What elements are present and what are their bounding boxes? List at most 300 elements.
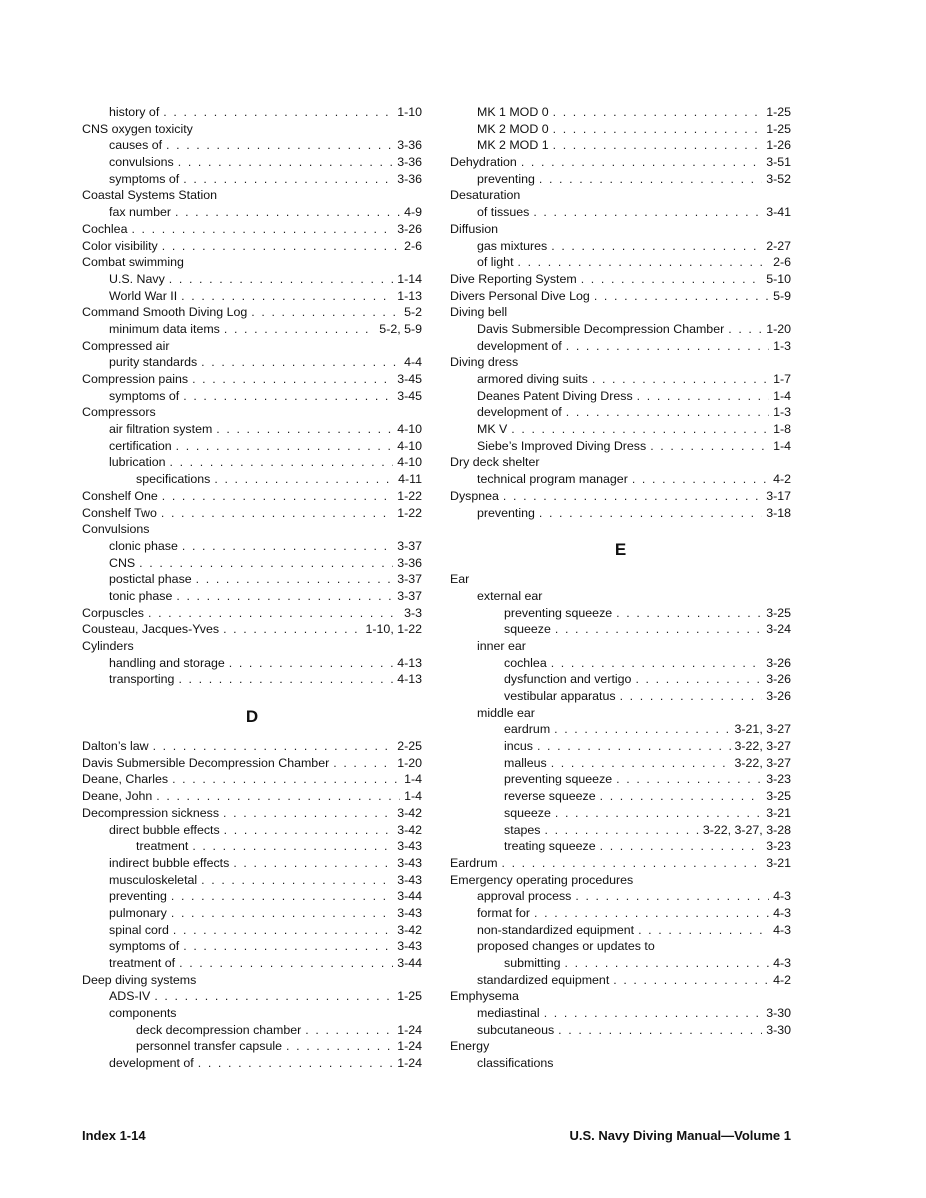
index-term: spinal cord — [109, 922, 169, 937]
dot-leader — [551, 755, 731, 772]
page-reference: 3-42 — [397, 805, 422, 820]
dot-leader — [566, 338, 769, 355]
page-reference: 3-42 — [397, 822, 422, 837]
index-entry — [450, 254, 791, 271]
index-term: Dalton’s law — [82, 739, 149, 754]
index-term: personnel transfer capsule — [136, 1039, 283, 1054]
dot-leader — [224, 822, 394, 839]
index-term: Siebe’s Improved Diving Dress — [477, 438, 647, 453]
index-entry — [450, 688, 791, 705]
index-entry — [450, 805, 791, 822]
page-reference: 3-37 — [397, 538, 422, 553]
page-reference: 5-10 — [766, 271, 791, 286]
index-entry — [450, 121, 791, 138]
index-term: squeeze — [504, 622, 551, 637]
page-reference: 4-2 — [773, 472, 791, 487]
dot-leader — [153, 738, 394, 755]
page-reference: 1-4 — [404, 789, 422, 804]
index-entry — [450, 655, 791, 672]
dot-leader — [555, 621, 762, 638]
dot-leader — [286, 1038, 393, 1055]
dot-leader — [131, 221, 393, 238]
page-reference: 1-13 — [397, 288, 422, 303]
index-entry — [450, 1022, 791, 1039]
index-entry — [82, 238, 422, 255]
page-reference: 3-43 — [397, 939, 422, 954]
index-entry — [82, 571, 422, 588]
page-reference: 4-3 — [773, 956, 791, 970]
index-entry — [450, 638, 791, 655]
index-entry — [82, 638, 422, 655]
page-reference: 4-2 — [773, 972, 791, 987]
dot-leader — [171, 888, 393, 905]
index-term: standardized equipment — [477, 972, 610, 987]
index-term: clonic phase — [109, 538, 178, 553]
index-term: proposed changes or updates to — [477, 939, 655, 954]
page-reference: 4-10 — [397, 438, 422, 453]
index-entry — [82, 771, 422, 788]
index-entry — [82, 371, 422, 388]
index-term: Cousteau, Jacques-Yves — [82, 622, 220, 637]
dot-leader — [176, 588, 393, 605]
dot-leader — [305, 1022, 393, 1039]
dot-leader — [175, 204, 400, 221]
index-entry — [450, 988, 791, 1005]
index-entry — [82, 838, 422, 855]
index-entry — [450, 354, 791, 371]
index-term: Compression pains — [82, 372, 189, 386]
page-reference: 3-21 — [766, 805, 791, 820]
page-reference: 4-10 — [397, 422, 422, 437]
index-term: Deane, John — [82, 789, 153, 804]
index-entry — [82, 738, 422, 755]
index-entry — [82, 454, 422, 471]
index-term: non-standardized equipment — [477, 922, 635, 937]
dot-leader — [544, 1005, 763, 1022]
index-entry — [82, 354, 422, 371]
index-entry — [450, 204, 791, 221]
page-reference: 5-2, 5-9 — [379, 321, 422, 336]
page-reference: 4-3 — [773, 922, 791, 937]
index-entry — [450, 137, 791, 154]
index-term: subcutaneous — [477, 1022, 555, 1037]
index-entry — [82, 471, 422, 488]
dot-leader — [616, 605, 762, 622]
dot-leader — [620, 688, 763, 705]
index-term: deck decompression chamber — [136, 1022, 302, 1037]
index-term: of light — [477, 255, 514, 270]
page-reference: 1-20 — [397, 755, 422, 770]
index-term: Color visibility — [82, 238, 158, 253]
footer-page-label: Index 1-14 — [82, 1128, 146, 1143]
dot-leader — [169, 454, 393, 471]
index-term: Emphysema — [450, 989, 519, 1004]
index-entry — [450, 872, 791, 889]
dot-leader — [183, 171, 393, 188]
index-entry — [82, 788, 422, 805]
index-entry — [450, 721, 791, 738]
index-term: convulsions — [109, 155, 174, 170]
page-reference: 3-37 — [397, 572, 422, 587]
index-entry — [450, 905, 791, 922]
page-reference: 3-43 — [397, 839, 422, 854]
index-term: Cochlea — [82, 221, 128, 236]
index-entry — [82, 855, 422, 872]
index-term: Ear — [450, 572, 470, 587]
page-reference: 3-22, 3-27 — [734, 739, 791, 754]
index-entry — [450, 454, 791, 471]
dot-leader — [224, 321, 375, 338]
page-reference: 1-10 — [397, 105, 422, 119]
index-entry — [450, 304, 791, 321]
page-reference: 1-22 — [397, 505, 422, 520]
page-reference: 1-3 — [773, 338, 791, 353]
index-entry — [450, 221, 791, 238]
dot-leader — [201, 354, 400, 371]
index-entry — [450, 1005, 791, 1022]
index-entry — [450, 788, 791, 805]
index-entry — [450, 838, 791, 855]
index-column-left — [82, 104, 422, 1072]
dot-leader — [171, 905, 393, 922]
index-term: minimum data items — [109, 321, 220, 336]
index-term: Coastal Systems Station — [82, 188, 217, 203]
index-entry — [450, 388, 791, 405]
page-reference: 3-22, 3-27, 3-28 — [702, 822, 791, 837]
index-entry — [450, 855, 791, 872]
dot-leader — [558, 1022, 762, 1039]
index-term: pulmonary — [109, 905, 167, 920]
index-term: World War II — [109, 288, 178, 303]
index-term: postictal phase — [109, 572, 192, 587]
index-term: Eardrum — [450, 855, 498, 870]
index-term: mediastinal — [477, 1006, 540, 1021]
dot-leader — [182, 538, 393, 555]
page-reference: 2-6 — [404, 238, 422, 253]
dot-leader — [173, 922, 393, 939]
index-term: squeeze — [504, 805, 551, 820]
dot-leader — [178, 154, 393, 171]
index-entry — [82, 621, 422, 638]
page-reference: 4-4 — [404, 355, 422, 370]
dot-leader — [539, 171, 762, 188]
index-entry — [450, 1038, 791, 1055]
page-reference: 1-10, 1-22 — [365, 622, 422, 637]
index-entry — [450, 404, 791, 421]
index-term: specifications — [136, 472, 211, 487]
page-reference: 3-22, 3-27 — [734, 755, 791, 770]
page-reference: 3-21, 3-27 — [734, 722, 791, 737]
page-reference: 3-30 — [766, 1006, 791, 1021]
index-entry — [82, 104, 422, 121]
index-term: MK V — [477, 422, 508, 437]
index-term: classifications — [477, 1056, 554, 1071]
page-reference: 3-43 — [397, 855, 422, 870]
page-reference: 5-9 — [773, 288, 791, 303]
dot-leader — [214, 471, 394, 488]
index-term: Diving bell — [450, 305, 508, 320]
page-reference: 2-25 — [397, 739, 422, 754]
page-reference: 1-20 — [766, 321, 791, 336]
index-entry — [450, 438, 791, 455]
index-term: U.S. Navy — [109, 271, 165, 286]
index-term: causes of — [109, 138, 163, 153]
footer-manual-title: U.S. Navy Diving Manual—Volume 1 — [569, 1128, 791, 1143]
index-entry — [450, 104, 791, 121]
index-term: Dehydration — [450, 155, 517, 170]
index-entry — [450, 488, 791, 505]
index-entry — [82, 588, 422, 605]
dot-leader — [183, 938, 393, 955]
dot-leader — [251, 304, 400, 321]
page-reference: 1-14 — [397, 271, 422, 286]
dot-leader — [551, 238, 762, 255]
dot-leader — [600, 788, 763, 805]
index-entry — [450, 888, 791, 905]
index-term: Deep diving systems — [82, 972, 197, 987]
index-term: dysfunction and vertigo — [504, 672, 632, 687]
index-entry — [82, 888, 422, 905]
index-term: Combat swimming — [82, 255, 184, 270]
index-entry — [82, 872, 422, 889]
page-reference: 3-3 — [404, 605, 422, 620]
dot-leader — [521, 154, 762, 171]
index-term: Convulsions — [82, 522, 150, 537]
section-letter-heading: E — [614, 540, 627, 560]
index-entry — [450, 588, 791, 605]
page-reference: 3-45 — [397, 372, 422, 386]
index-entry — [450, 771, 791, 788]
dot-leader — [616, 771, 762, 788]
page-reference: 4-9 — [404, 205, 422, 220]
dot-leader — [635, 671, 762, 688]
page-reference: 1-3 — [773, 405, 791, 420]
index-entry — [450, 571, 791, 588]
page-reference: 3-23 — [766, 839, 791, 854]
index-entry — [450, 738, 791, 755]
dot-leader — [169, 271, 393, 288]
page-reference: 3-25 — [766, 789, 791, 804]
index-entry — [450, 171, 791, 188]
dot-leader — [198, 1055, 393, 1072]
index-entry — [450, 238, 791, 255]
dot-leader — [594, 288, 769, 305]
index-entry — [82, 822, 422, 839]
index-column-right — [450, 104, 791, 1072]
index-term: symptoms of — [109, 388, 180, 403]
page-reference: 1-4 — [773, 438, 791, 453]
dot-leader — [650, 438, 769, 455]
dot-leader — [564, 955, 769, 972]
index-entry — [82, 555, 422, 572]
dot-leader — [166, 137, 393, 154]
page-reference: 1-24 — [397, 1039, 422, 1054]
index-term: middle ear — [477, 705, 535, 720]
index-entry — [82, 955, 422, 972]
page-reference: 3-21 — [766, 855, 791, 870]
index-term: transporting — [109, 672, 175, 687]
index-term: preventing — [477, 505, 535, 520]
dot-leader — [502, 855, 763, 872]
index-term: malleus — [504, 755, 547, 770]
index-term: Compressors — [82, 405, 156, 420]
index-term: development of — [477, 405, 562, 420]
page-reference: 1-26 — [766, 138, 791, 153]
dot-leader — [229, 655, 393, 672]
index-entry — [450, 671, 791, 688]
index-entry — [82, 1055, 422, 1072]
index-term: handling and storage — [109, 655, 225, 670]
index-term: gas mixtures — [477, 238, 548, 253]
index-term: development of — [109, 1056, 194, 1071]
dot-leader — [172, 771, 400, 788]
page-reference: 1-4 — [773, 388, 791, 403]
dot-leader — [176, 438, 394, 455]
dot-leader — [632, 471, 769, 488]
dot-leader — [192, 838, 393, 855]
index-entry — [450, 288, 791, 305]
page-reference: 3-36 — [397, 171, 422, 186]
page-reference: 3-17 — [766, 488, 791, 503]
index-entry — [450, 605, 791, 622]
dot-leader — [638, 922, 769, 939]
page-reference: 2-27 — [766, 238, 791, 253]
index-term: reverse squeeze — [504, 789, 596, 804]
index-term: Energy — [450, 1039, 490, 1054]
dot-leader — [551, 655, 762, 672]
index-entry — [82, 321, 422, 338]
page-reference: 3-43 — [397, 872, 422, 887]
page-reference: 3-37 — [397, 588, 422, 603]
dot-leader — [545, 822, 699, 839]
index-term: tonic phase — [109, 588, 173, 603]
page-reference: 1-4 — [404, 772, 422, 787]
index-entry — [82, 805, 422, 822]
index-entry — [82, 905, 422, 922]
index-entry — [82, 438, 422, 455]
index-term: preventing squeeze — [504, 605, 613, 620]
index-term: Divers Personal Dive Log — [450, 288, 590, 303]
index-entry — [82, 938, 422, 955]
index-entry — [450, 421, 791, 438]
index-entry — [82, 671, 422, 688]
page-reference: 1-7 — [773, 372, 791, 386]
dot-leader — [223, 805, 393, 822]
index-term: Diffusion — [450, 221, 498, 236]
index-entry — [82, 221, 422, 238]
index-term: Command Smooth Diving Log — [82, 305, 248, 320]
dot-leader — [181, 288, 393, 305]
page-reference: 3-26 — [766, 672, 791, 687]
index-term: Conshelf One — [82, 488, 158, 503]
index-entry — [82, 988, 422, 1005]
page-reference: 3-24 — [766, 622, 791, 637]
index-entry — [450, 271, 791, 288]
index-entry — [82, 338, 422, 355]
index-term: Davis Submersible Decompression Chamber — [82, 755, 330, 770]
index-term: Compressed air — [82, 338, 170, 353]
dot-leader — [156, 788, 400, 805]
index-term: armored diving suits — [477, 372, 588, 386]
index-entry — [82, 288, 422, 305]
page-reference: 3-45 — [397, 388, 422, 403]
index-entry — [450, 321, 791, 338]
index-term: history of — [109, 105, 160, 119]
index-entry — [82, 972, 422, 989]
index-entry — [82, 755, 422, 772]
index-entry — [82, 488, 422, 505]
dot-leader — [553, 137, 763, 154]
index-term: purity standards — [109, 355, 198, 370]
index-term: approval process — [477, 889, 572, 904]
index-term: Decompression sickness — [82, 805, 220, 820]
dot-leader — [503, 488, 762, 505]
dot-leader — [553, 104, 763, 121]
index-entry — [82, 1005, 422, 1022]
dot-leader — [533, 204, 762, 221]
index-entry — [450, 154, 791, 171]
dot-leader — [148, 605, 400, 622]
index-entry — [82, 187, 422, 204]
index-entry — [82, 304, 422, 321]
index-term: eardrum — [504, 722, 551, 737]
index-term: Deane, Charles — [82, 772, 169, 787]
page-reference: 3-44 — [397, 956, 422, 970]
index-term: Dyspnea — [450, 488, 499, 503]
index-term: direct bubble effects — [109, 822, 220, 837]
dot-leader — [553, 121, 763, 138]
index-entry — [450, 1055, 791, 1072]
index-term: Corpuscles — [82, 605, 144, 620]
page-reference: 1-8 — [773, 422, 791, 437]
index-entry — [82, 1022, 422, 1039]
index-entry — [82, 404, 422, 421]
index-term: symptoms of — [109, 171, 180, 186]
index-entry — [450, 755, 791, 772]
index-term: development of — [477, 338, 562, 353]
index-term: cochlea — [504, 655, 547, 670]
index-term: Desaturation — [450, 188, 521, 203]
dot-leader — [539, 505, 762, 522]
index-entry — [82, 505, 422, 522]
page-reference: 4-3 — [773, 905, 791, 920]
index-term: Dive Reporting System — [450, 271, 577, 286]
dot-leader — [600, 838, 763, 855]
dot-leader — [518, 254, 770, 271]
dot-leader — [179, 955, 393, 972]
dot-leader — [592, 371, 769, 388]
index-entry — [82, 254, 422, 271]
section-letter-heading: D — [245, 707, 259, 727]
dot-leader — [534, 905, 769, 922]
page-reference: 1-25 — [397, 989, 422, 1004]
page-reference: 3-25 — [766, 605, 791, 620]
index-term: inner ear — [477, 638, 526, 653]
page-reference: 1-24 — [397, 1056, 422, 1071]
index-term: symptoms of — [109, 939, 180, 954]
dot-leader — [511, 421, 769, 438]
index-term: Conshelf Two — [82, 505, 157, 520]
dot-leader — [233, 855, 393, 872]
page-reference: 3-23 — [766, 772, 791, 787]
index-entry — [450, 972, 791, 989]
index-term: CNS — [109, 555, 136, 570]
index-term: certification — [109, 438, 172, 453]
dot-leader — [575, 888, 769, 905]
index-entry — [82, 121, 422, 138]
page-reference: 2-6 — [773, 255, 791, 270]
dot-leader — [154, 988, 393, 1005]
